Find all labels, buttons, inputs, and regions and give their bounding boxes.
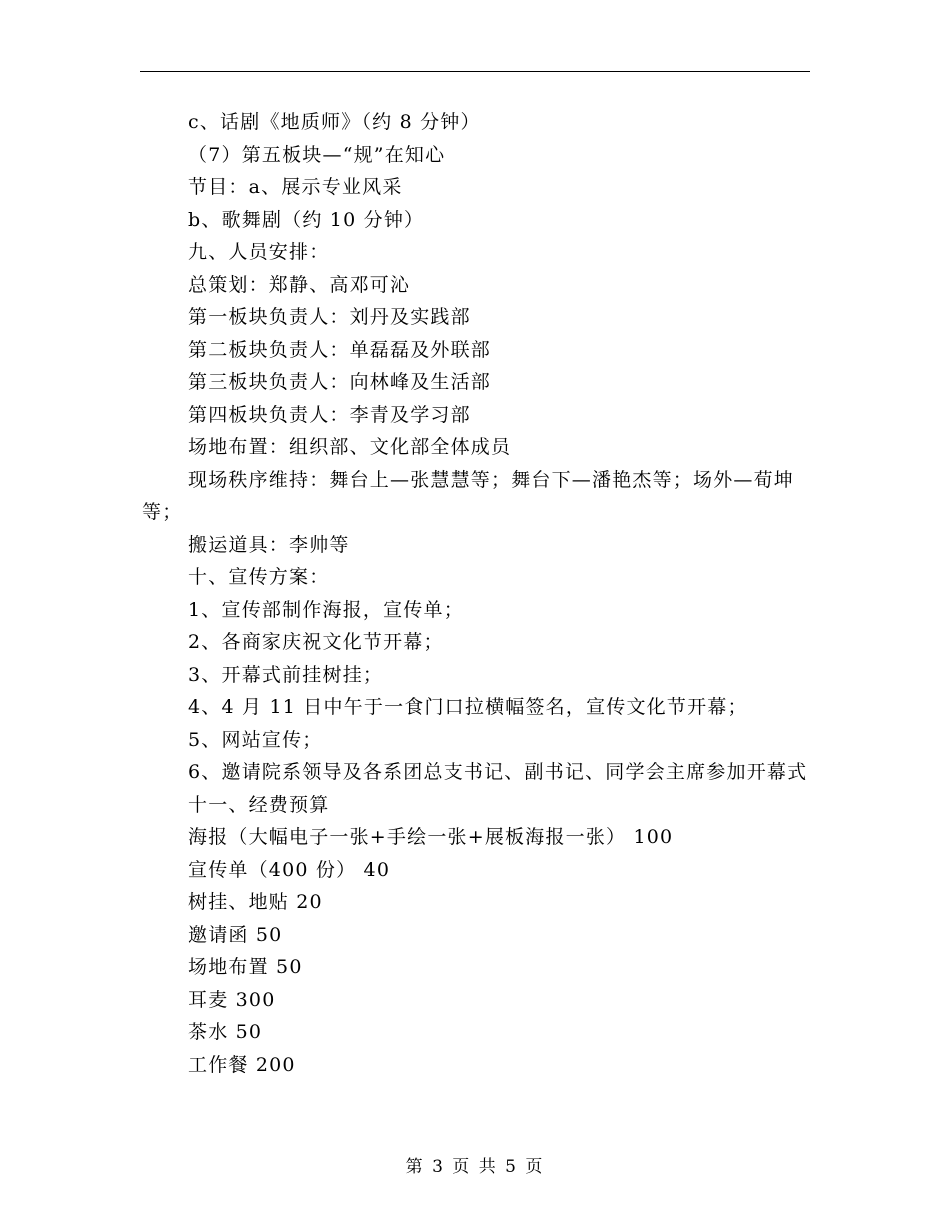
budget-item: 工作餐 200 <box>188 1053 296 1076</box>
header-rule <box>140 71 810 72</box>
paragraph: 场地布置：组织部、文化部全体成员 <box>188 436 512 458</box>
paragraph: 第四板块负责人：李青及学习部 <box>188 403 471 426</box>
list-item: 3、开幕式前挂树挂； <box>188 663 384 686</box>
budget-item: 耳麦 300 <box>188 988 276 1011</box>
section-heading: 十、宣传方案： <box>188 566 330 588</box>
paragraph: 现场秩序维持：舞台上—张慧慧等；舞台下—潘艳杰等；场外—荀坤等； <box>142 468 795 523</box>
paragraph: 总策划：郑静、高邓可沁 <box>188 273 411 296</box>
paragraph: 搬运道具：李帅等 <box>188 533 350 556</box>
document-body <box>142 106 812 1081</box>
paragraph: 第二板块负责人：单磊磊及外联部 <box>188 338 492 361</box>
list-item: 2、各商家庆祝文化节开幕； <box>188 631 444 653</box>
budget-item: 邀请函 50 <box>188 923 283 946</box>
paragraph: c、话剧《地质师》（约 8 分钟） <box>188 111 481 133</box>
list-item: 5、网站宣传； <box>188 728 323 751</box>
paragraph: 第三板块负责人：向林峰及生活部 <box>188 371 492 393</box>
budget-item: 茶水 50 <box>188 1021 263 1043</box>
budget-item: 海报（大幅电子一张+手绘一张+展板海报一张） 100 <box>188 826 674 848</box>
paragraph: 节目：a、展示专业风采 <box>188 176 403 198</box>
paragraph: b、歌舞剧（约 10 分钟） <box>188 208 425 231</box>
list-item: 4、4 月 11 日中午于一食门口拉横幅签名，宣传文化节开幕； <box>188 696 748 718</box>
page-number: 第 3 页 共 5 页 <box>405 1157 545 1177</box>
paragraph: 第一板块负责人：刘丹及实践部 <box>188 306 471 328</box>
list-item: 1、宣传部制作海报，宣传单； <box>188 598 464 621</box>
section-heading: 九、人员安排： <box>188 241 330 263</box>
paragraph: （7）第五板块—“规”在知心 <box>188 143 446 166</box>
budget-item: 宣传单（400 份） 40 <box>188 858 391 881</box>
budget-item: 场地布置 50 <box>188 956 303 978</box>
list-item: 6、邀请院系领导及各系团总支书记、副书记、同学会主席参加开幕式 <box>188 761 808 783</box>
budget-item: 树挂、地贴 20 <box>188 891 323 913</box>
section-heading: 十一、经费预算 <box>188 793 330 816</box>
